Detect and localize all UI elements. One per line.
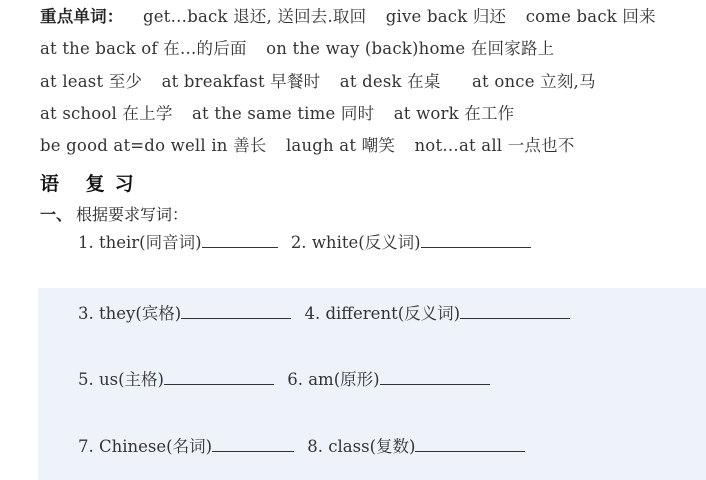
phrase: on the way (back)home 在回家路上 [266, 39, 555, 58]
question-text: different(反义词) [325, 304, 461, 323]
phrase: laugh at 嘲笑 [285, 136, 396, 155]
question-number: 2. [290, 233, 307, 252]
question-number: 7. [78, 437, 94, 456]
vocab-line-2 [40, 39, 554, 59]
question-number: 8. [307, 437, 324, 456]
question-row-1 [78, 233, 539, 253]
phrase: come back 回来 [525, 7, 656, 26]
question-row-4 [78, 437, 533, 457]
phrase: get…back 退还, 送回去.取回 [142, 7, 367, 26]
question-item [78, 437, 294, 457]
question-item [78, 304, 291, 324]
question-number: 5. [78, 370, 94, 389]
question-number: 3. [78, 304, 94, 323]
phrase: at work 在工作 [393, 104, 515, 123]
vocab-line-5 [40, 136, 575, 156]
answer-blank[interactable] [164, 370, 274, 385]
answer-blank[interactable] [415, 437, 525, 452]
phrase: be good at=do well in 善长 [40, 136, 267, 155]
question-number: 1. [78, 233, 94, 252]
question-text: class(复数) [328, 437, 416, 456]
question-item [291, 233, 531, 253]
phrase: give back 归还 [385, 7, 507, 26]
exercise-number: 一、 [40, 205, 73, 224]
question-row-3 [78, 370, 498, 390]
answer-blank[interactable] [380, 370, 490, 385]
phrase: at school 在上学 [40, 104, 173, 123]
vocab-line-3 [40, 72, 596, 92]
answer-blank[interactable] [202, 233, 278, 248]
answer-blank[interactable] [460, 304, 570, 319]
phrase: at the same time 同时 [192, 104, 375, 123]
vocab-heading: 重点单词： [40, 7, 124, 26]
phrase: at desk 在桌 [339, 72, 441, 91]
question-item [304, 304, 570, 324]
question-text: us(主格) [99, 370, 164, 389]
phrase: at least 至少 [40, 72, 143, 91]
phrase: not…at all 一点也不 [414, 136, 575, 155]
section-title: 语 复习 [40, 173, 144, 195]
exercise-instruction: 根据要求写词： [76, 205, 189, 224]
question-text: white(反义词) [311, 233, 421, 252]
question-row-2 [78, 304, 578, 324]
exercise-heading [40, 202, 188, 225]
question-item [307, 437, 525, 457]
answer-blank[interactable] [421, 233, 531, 248]
answer-blank[interactable] [181, 304, 291, 319]
question-text: am(原形) [308, 370, 380, 389]
phrase: at once 立刻,马 [472, 72, 596, 91]
phrase: at breakfast 早餐时 [161, 72, 321, 91]
phrase: at the back of 在…的后面 [40, 39, 247, 58]
answer-blank[interactable] [212, 437, 294, 452]
vocab-line-1 [40, 7, 656, 27]
question-number: 6. [287, 370, 303, 389]
vocab-line-4 [40, 104, 514, 124]
question-item [287, 370, 489, 390]
question-text: they(宾格) [99, 304, 182, 323]
question-text: Chinese(名词) [99, 437, 213, 456]
question-item [78, 233, 278, 253]
question-text: their(同音词) [99, 233, 202, 252]
question-number: 4. [304, 304, 321, 323]
question-item [78, 370, 274, 390]
